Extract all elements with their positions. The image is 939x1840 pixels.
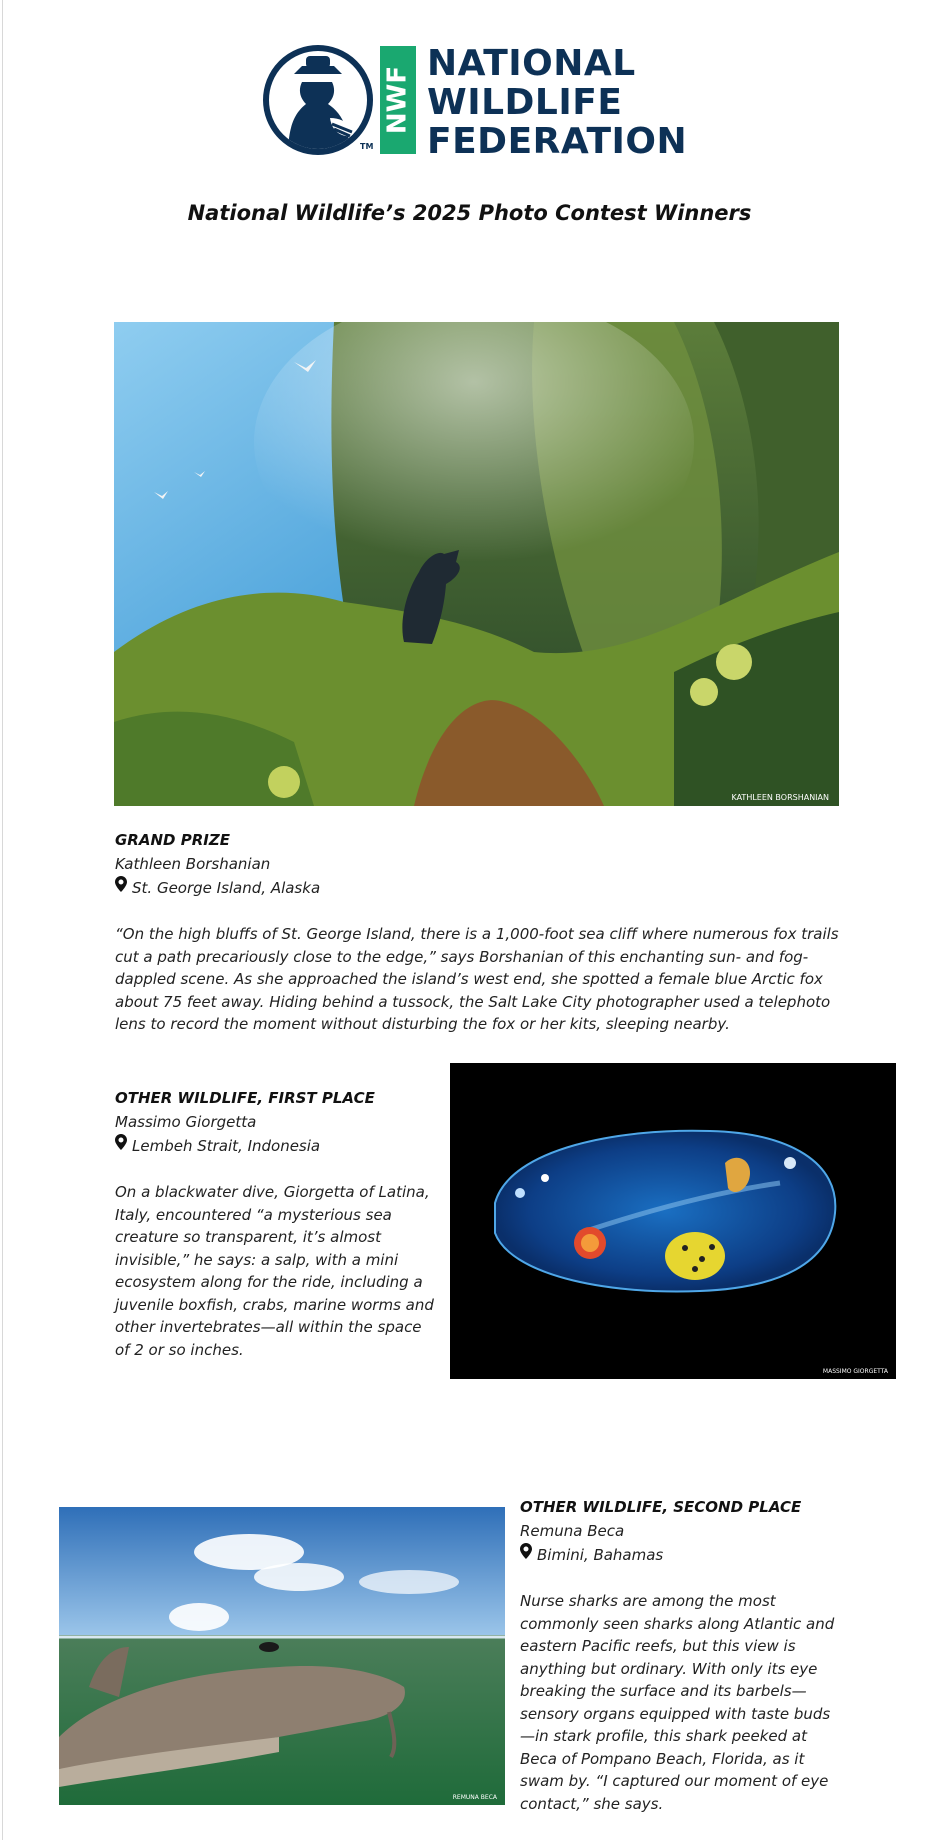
arctic-fox-cliff-image (114, 322, 839, 806)
salp-image (450, 1063, 896, 1379)
logo-line-2: WILDLIFE (427, 82, 623, 123)
second-place-location (520, 1543, 845, 1568)
grand-prize-entry (115, 828, 845, 1036)
grand-prize-heading: GRAND PRIZE (115, 831, 230, 849)
second-place-photo (59, 1507, 505, 1805)
first-place-location (115, 1134, 440, 1159)
first-place-heading: OTHER WILDLIFE, FIRST PLACE (115, 1089, 375, 1107)
logo-line-1: NATIONAL (427, 43, 636, 84)
ranger-rick-emblem-icon (262, 44, 374, 156)
grand-prize-location-text: St. George Island, Alaska (132, 879, 321, 897)
page-edge-rule (2, 0, 3, 1840)
grand-prize-photographer: Kathleen Borshanian (115, 855, 271, 873)
nwf-logo[interactable] (262, 42, 688, 162)
first-place-photographer: Massimo Giorgetta (115, 1113, 257, 1131)
first-place-photo (450, 1063, 896, 1379)
first-place-photo-credit: MASSIMO GIORGETTA (822, 1368, 888, 1375)
first-place-entry (115, 1086, 440, 1361)
grand-prize-description: “On the high bluffs of St. George Island, there is a 1,000-foot sea cliff where numerous fox trails cut a path precariously close to the edge,” says Borshanian of this enchanting sun- and fog-dappled scene. As she approached the island’s west end, she spotted a female blue Arctic fox about 75 feet away. Hiding behind a tussock, the Salt Lake City photographer used a telephoto lens to record the moment without disturbing the fox or her kits, sleeping nearby. (115, 925, 839, 1033)
location-pin-icon (520, 1543, 532, 1559)
second-place-description: Nurse sharks are among the most commonly seen sharks along Atlantic and eastern Pacific reefs, but this view is anything but ordinary. With only its eye breaking the surface and its barbels—sensory organs equipped with taste buds—in stark profile, this shark peeked at Beca of Pompano Beach, Florida, as it swam by. “I captured our moment of eye contact,” she says. (520, 1592, 835, 1813)
second-place-photo-credit: REMUNA BECA (452, 1794, 497, 1801)
second-place-location-text: Bimini, Bahamas (537, 1546, 664, 1564)
grand-prize-photo-credit: KATHLEEN BORSHANIAN (731, 793, 829, 802)
second-place-heading: OTHER WILDLIFE, SECOND PLACE (520, 1498, 802, 1516)
location-pin-icon (115, 1134, 127, 1150)
second-place-photographer: Remuna Beca (520, 1522, 625, 1540)
grand-prize-location (115, 876, 845, 901)
logo-wordmark (427, 44, 687, 161)
page-title: National Wildlife’s 2025 Photo Contest Winners (187, 201, 752, 225)
nurse-shark-image (59, 1507, 505, 1805)
logo-line-3: FEDERATION (427, 121, 688, 162)
nwf-vertical-mark-icon (380, 46, 416, 154)
trademark-mark: TM (360, 142, 374, 151)
location-pin-icon (115, 876, 127, 892)
first-place-description: On a blackwater dive, Giorgetta of Latina, Italy, encountered “a mysterious sea creature so transparent, it’s almost invisible,” he says: a salp, with a mini ecosystem along for the ride, including a juvenile boxfish, crabs, marine worms and other invertebrates—all within the space of 2 or so inches. (115, 1183, 434, 1359)
second-place-entry (520, 1495, 845, 1815)
first-place-location-text: Lembeh Strait, Indonesia (132, 1137, 321, 1155)
nwf-mark-text: NWF (382, 65, 413, 135)
grand-prize-photo (114, 322, 839, 806)
